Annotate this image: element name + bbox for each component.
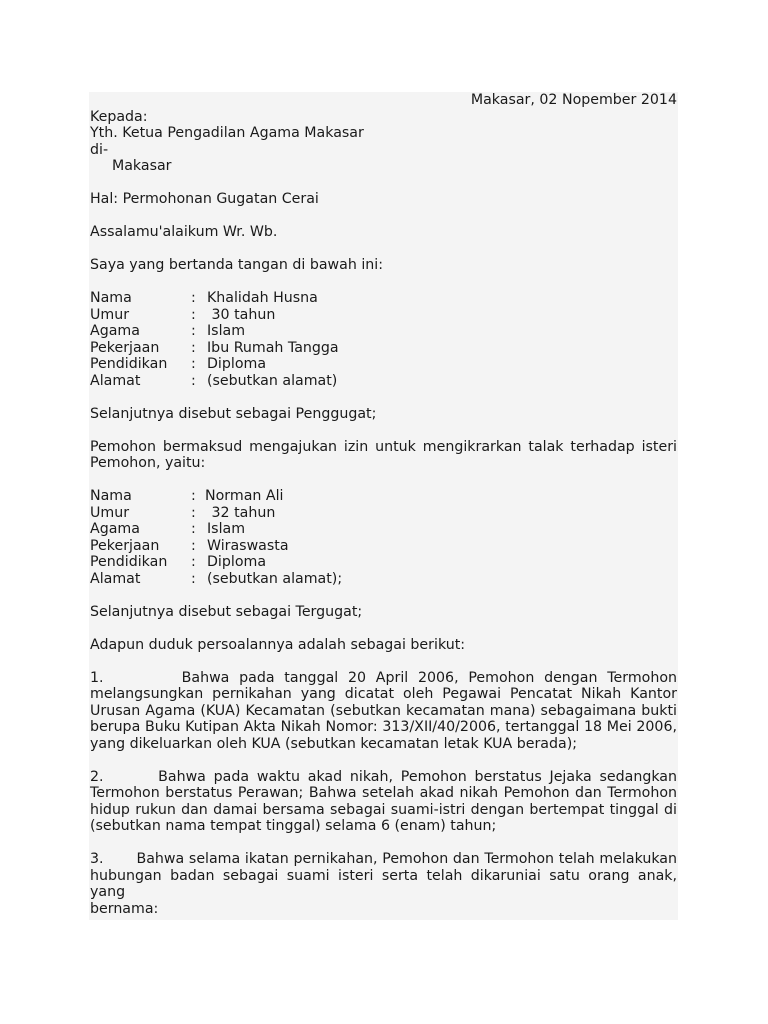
identity-row: [90, 373, 677, 390]
field-label: Nama: [90, 488, 132, 504]
identity-row: [90, 356, 677, 373]
paragraph-line: hidup rukun dan damai bersama sebagai suami-istri dengan bertempat tinggal di: [90, 801, 677, 818]
field-colon: :: [191, 372, 196, 389]
paragraph-line: Pemohon bermaksud mengajukan izin untuk mengikrarkan talak terhadap isteri: [90, 438, 677, 455]
field-value: (sebutkan alamat): [207, 372, 338, 389]
field-colon: :: [191, 554, 196, 570]
field-value: Diploma: [207, 554, 267, 570]
field-label: Umur: [90, 306, 130, 323]
defendant-identity: [90, 488, 677, 587]
field-value: Norman Ali: [205, 488, 284, 504]
date-line: Makasar, 02 Nopember 2014: [470, 92, 677, 108]
petition-paragraph: [90, 439, 677, 472]
field-colon: :: [191, 521, 196, 537]
to-city: Makasar: [112, 158, 172, 174]
plaintiff-note: Selanjutnya disebut sebagai Penggugat;: [90, 405, 377, 422]
document-page: [89, 92, 678, 920]
to-di: di-: [90, 141, 109, 158]
field-value: Islam: [207, 323, 246, 339]
identity-row: [90, 505, 677, 522]
plaintiff-identity: [90, 290, 677, 389]
field-value: Wiraswasta: [207, 537, 289, 554]
field-label: Pekerjaan: [90, 339, 160, 356]
case-intro: Adapun duduk persoalannya adalah sebagai berikut:: [90, 636, 466, 653]
paragraph-line: melangsungkan pernikahan yang dicatat oleh Pegawai Pencatat Nikah Kantor: [90, 686, 677, 702]
field-colon: :: [191, 339, 196, 356]
identity-row: [90, 521, 677, 538]
identity-row: [90, 340, 677, 357]
greeting: Assalamu'alaikum Wr. Wb.: [90, 224, 278, 240]
identity-row: [90, 571, 677, 588]
field-label: Pendidikan: [90, 554, 168, 570]
point-3-paragraph: [90, 851, 677, 917]
point-1-paragraph: [90, 670, 677, 753]
field-colon: :: [191, 306, 196, 323]
paragraph-line: Urusan Agama (KUA) Kecamatan (sebutkan kecamatan mana) sebagaimana bukti: [90, 702, 677, 719]
field-label: Alamat: [90, 570, 141, 587]
field-value: Diploma: [207, 356, 267, 372]
paragraph-line: 3. Bahwa selama ikatan pernikahan, Pemohon dan Termohon telah melakukan: [90, 851, 677, 867]
field-label: Agama: [90, 323, 140, 339]
defendant-note: Selanjutnya disebut sebagai Tergugat;: [90, 603, 363, 620]
paragraph-line: bernama:: [90, 900, 159, 917]
field-value: Ibu Rumah Tangga: [207, 339, 339, 356]
paragraph-line: yang dikeluarkan oleh KUA (sebutkan kecamatan letak KUA berada);: [90, 735, 578, 752]
paragraph-line: berupa Buku Kutipan Akta Nikah Nomor: 313/XII/40/2006, tertanggal 18 Mei 2006,: [90, 719, 677, 735]
field-value: 30 tahun: [207, 306, 276, 323]
identity-row: [90, 554, 677, 571]
field-label: Alamat: [90, 372, 141, 389]
paragraph-line: 1. Bahwa pada tanggal 20 April 2006, Pemohon dengan Termohon: [90, 669, 677, 686]
field-colon: :: [191, 323, 196, 339]
identity-row: [90, 538, 677, 555]
field-label: Pekerjaan: [90, 537, 160, 554]
paragraph-line: Termohon berstatus Perawan; Bahwa setelah akad nikah Pemohon dan Termohon: [90, 785, 677, 801]
to-label: Kepada:: [90, 108, 148, 125]
field-value: Islam: [207, 521, 246, 537]
subject-line: Hal: Permohonan Gugatan Cerai: [90, 191, 319, 207]
field-colon: :: [191, 504, 196, 521]
identity-row: [90, 290, 677, 307]
field-colon: :: [191, 488, 196, 504]
identity-row: [90, 488, 677, 505]
field-value: Khalidah Husna: [207, 290, 318, 306]
field-label: Pendidikan: [90, 356, 168, 372]
field-label: Umur: [90, 504, 130, 521]
letter-body: [90, 92, 677, 917]
field-colon: :: [191, 537, 196, 554]
identity-row: [90, 307, 677, 324]
field-colon: :: [191, 290, 196, 306]
paragraph-line: Pemohon, yaitu:: [90, 455, 206, 471]
paragraph-line: (sebutkan nama tempat tinggal) selama 6 (enam) tahun;: [90, 818, 497, 834]
paragraph-line: 2. Bahwa pada waktu akad nikah, Pemohon berstatus Jejaka sedangkan: [90, 768, 677, 785]
point-2-paragraph: [90, 769, 677, 835]
identity-row: [90, 323, 677, 340]
field-colon: :: [191, 570, 196, 587]
paragraph-line: hubungan badan sebagai suami isteri serta telah dikaruniai satu orang anak, yang: [90, 867, 677, 900]
to-recipient: Yth. Ketua Pengadilan Agama Makasar: [90, 125, 364, 141]
field-label: Agama: [90, 521, 140, 537]
field-value: 32 tahun: [207, 504, 276, 521]
field-label: Nama: [90, 290, 132, 306]
field-colon: :: [191, 356, 196, 372]
intro-line: Saya yang bertanda tangan di bawah ini:: [90, 257, 383, 273]
field-value: (sebutkan alamat);: [207, 570, 343, 587]
